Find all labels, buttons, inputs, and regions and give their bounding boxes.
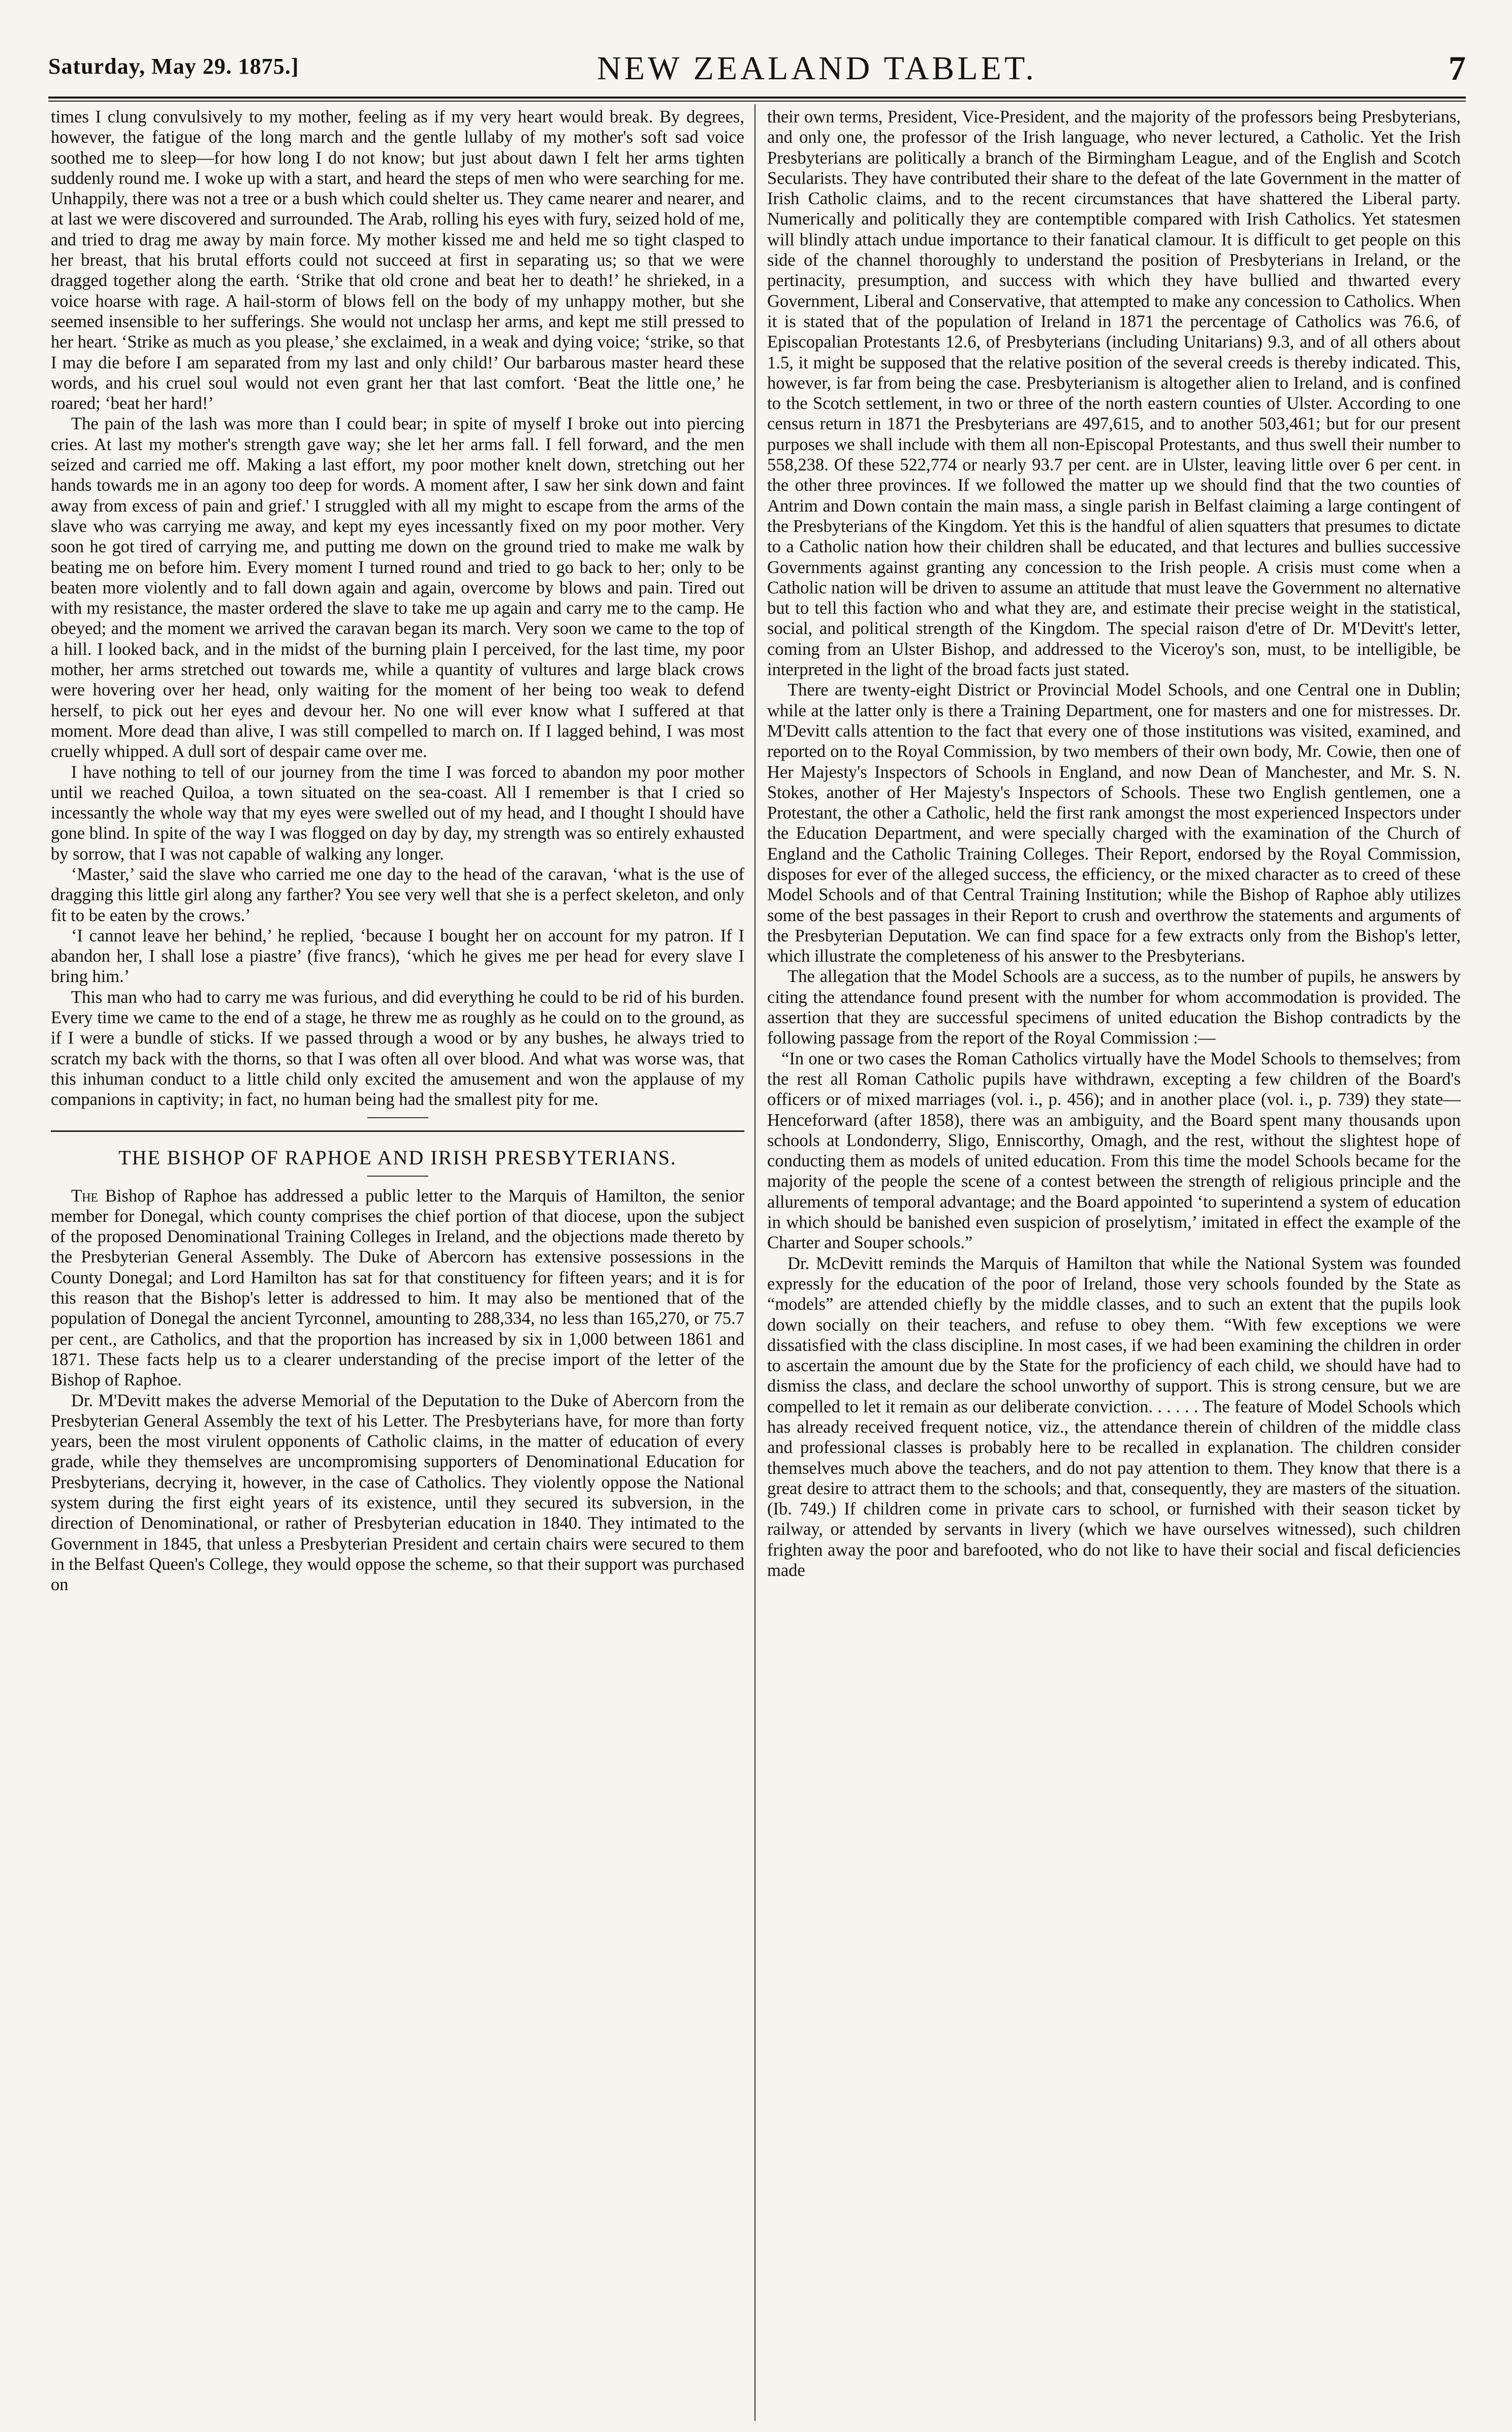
- article-paragraph: their own terms, President, Vice-President, and the majority of the professors being Presbyterians, and only one, the professor of the Irish language, who never lectured, a Catholic. Yet the Irish Presbyterians are politically a branch of the Birmingham League, and of the English and Scotch Secularists. They have contributed their share to the defeat of the late Government in the matter of Irish Catholic claims, and to the recent circumstances that have shattered the Liberal party. Numerically and politically they are contemptible compared with Irish Catholics. Yet statesmen will blindly attach undue importance to their fanatical clamour. It is difficult to get people on this side of the channel thoroughly to understand the position of Presbyterians in Ireland, or the pertinacity, presumption, and success with which they have bullied and thwarted every Government, Liberal and Conservative, that attempted to make any concession to Catholics. When it is stated that of the population of Ireland in 1871 the percentage of Catholics was 76.6, of Episcopalian Protestants 12.6, of Presbyterians (including Unitarians) 9.3, and of all others about 1.5, it might be supposed that the relative position of the several creeds is thereby indicated. This, however, is far from being the case. Presbyterianism is altogether alien to Ireland, and is confined to the Scotch settlement, in two or three of the north eastern counties of Ulster. According to one census return in 1871 the Presbyterians are 497,615, and to another 503,461; but for our present purposes we shall include with them all non-Episcopal Protestants, and thus swell their number to 558,238. Of these 522,774 or nearly 93.7 per cent. are in Ulster, leaving little over 6 per cent. in the other three provinces. If we followed the matter up we should find that the two counties of Antrim and Down contain the main mass, a single parish in Belfast claiming a large contingent of the Presbyterians of the Kingdom. Yet this is the handful of alien squatters that presumes to dictate to a Catholic nation how their children shall be educated, and that lectures and bullies successive Governments against granting any concession to the Irish people. A crisis must come when a Catholic nation will be driven to assume an attitude that must leave the Government no alternative but to tell this faction who and what they are, and estimate their precise weight in the statistical, social, and political strength of the Kingdom. The special raison d'etre of Dr. M'Devitt's letter, coming from an Ulster Bishop, and addressed to the Viceroy's son, must, to be intelligible, be interpreted in the light of the broad facts just stated.: [767, 107, 1461, 680]
- masthead: [48, 48, 1466, 92]
- article-paragraph: Dr. McDevitt reminds the Marquis of Hamilton that while the National System was founded expressly for the education of the poor of Ireland, those very schools founded by the State as “models” are attended chiefly by the middle classes, and to such an extent that the pupils look down socially on their teachers, and refuse to obey them. “With few exceptions we were dissatisfied with the class discipline. In most cases, if we had been examining the children in order to ascertain the amount due by the State for the proficiency of each child, we should have had to dismiss the class, and declare the school unworthy of support. This is strong censure, but we are compelled to let it remain as our deliberate conviction. . . . . . The feature of Model Schools which has already received frequent notice, viz., the attendance therein of children of the middle class and professional classes is probably here to be recalled in explanation. The children consider themselves much above the teachers, and do not pay attention to them. They know that there is a great desire to attract them to the schools; and that, consequently, they are masters of the situation. (Ib. 749.) If children come in private cars to school, or furnished with their season ticket by railway, or attended by servants in livery (which we have ourselves witnessed), such children frighten away the poor and barefooted, who do not like to have their social and fiscal deficiencies made: [767, 1253, 1461, 1581]
- story-paragraph: ‘Master,’ said the slave who carried me one day to the head of the caravan, ‘what is the use of dragging this little girl along any farther? You see very well that she is a perfect skeleton, and only fit to be eaten by the crows.’: [51, 864, 744, 925]
- heading-rule: [367, 1176, 428, 1177]
- story-end-rule: [367, 1117, 428, 1118]
- story-paragraph: times I clung convulsively to my mother, feeling as if my very heart would break. By degrees, however, the fatigue of the long march and the gentle lullaby of my mother's soft sad voice soothed me to sleep—for how long I do not know; but just about dawn I felt her arms tighten suddenly round me. I woke up with a start, and heard the steps of men who were searching for me. Unhappily, there was not a tree or a bush which could shelter us. They came nearer and nearer, and at last we were discovered and surrounded. The Arab, rolling his eyes with fury, seized hold of me, and tried to drag me away by main force. My mother kissed me and held me so tight clasped to her breast, that his brutal efforts could not succeed at first in separating us; so that we were dragged together along the earth. ‘Strike that old crone and beat her to death!’ he shrieked, in a voice hoarse with rage. A hail-storm of blows fell on the body of my unhappy mother, but she seemed insensible to her sufferings. She would not unclasp her arms, and kept me still pressed to her heart. ‘Strike as much as you please,’ she exclaimed, in a weak and dying voice; ‘strike, so that I may die before I am separated from my last and only child!’ Our barbarous master heard these words, and his cruel soul would not even grant her that last comfort. ‘Beat the little one,’ he roared; ‘beat her hard!’: [51, 107, 744, 414]
- section-rule: [51, 1130, 744, 1132]
- article-paragraph: There are twenty-eight District or Provincial Model Schools, and one Central one in Dublin; while at the latter only is there a Training Department, one for masters and one for mistresses. Dr. M'Devitt calls attention to the fact that every one of those institutions was visited, examined, and reported on to the Royal Commission, by two members of their own body, Mr. Cowie, then one of Her Majesty's Inspectors of Schools in England, and now Dean of Manchester, and Mr. S. N. Stokes, another of Her Majesty's Inspectors of Schools. These two English gentlemen, one a Protestant, the other a Catholic, held the first rank amongst the most experienced Inspectors under the Education Department, and were specially charged with the examination of the Church of England and the Catholic Training Colleges. Their Report, endorsed by the Royal Commission, disposes for ever of the alleged success, the efficiency, or the mixed character as to creed of these Model Schools and of that Central Training Institution; while the Bishop of Raphoe ably utilizes some of the best passages in their Report to crush and overthrow the statements and arguments of the Presbyterian Deputation. We can find space for a few extracts only from the Bishop's letter, which illustrate the completeness of his answer to the Presbyterians.: [767, 680, 1461, 966]
- column-divider: [754, 104, 755, 2421]
- page-number: 7: [1448, 49, 1466, 87]
- left-column: [51, 107, 744, 1595]
- article-paragraph: The allegation that the Model Schools are a success, as to the number of pupils, he answers by citing the attendance found present with the number for whom accommodation is provided. The assertion that they are successful specimens of united education the Bishop contradicts by the following passage from the report of the Royal Commission :—: [767, 967, 1461, 1048]
- commission-quote: “In one or two cases the Roman Catholics virtually have the Model Schools to themselves; from the rest all Roman Catholic pupils have withdrawn, excepting a few children of the Board's officers or of mixed marriages (vol. i., p. 456); and in another place (vol. i., p. 739) they state—Henceforward (after 1858), there was an ambiguity, and the Board spent many thousands upon schools at Londonderry, Sligo, Enniscorthy, Omagh, and the rest, without the slightest hope of conducting them as models of united education. From this time the model Schools became for the majority of the people the scene of a contest between the strength of religious principle and the allurements of temporal advantage; and the Board appointed ‘to superintend a system of education in which should be banished even suspicion of proselytism,’ imitated in effect the example of the Charter and Souper schools.”: [767, 1049, 1461, 1253]
- article-first-paragraph-text: Bishop of Raphoe has addressed a public letter to the Marquis of Hamilton, the senior member for Donegal, which county comprises the chief portion of that diocese, upon the subject of the proposed Denominational Training Colleges in Ireland, and the objections made thereto by the Presbyterian General Assembly. The Duke of Abercorn has extensive possessions in the County Donegal; and Lord Hamilton has sat for that constituency for fifteen years; and it is for this reason that the Bishop's letter is addressed to him. It may also be mentioned that of the population of Donegal the ancient Tyrconnel, amounting to 288,334, no less than 165,270, or 75.7 per cent., are Catholics, and that the proportion has increased by six in 1,000 between 1861 and 1871. These facts help us to a clearer understanding of the precise import of the letter of the Bishop of Raphoe.: [51, 1186, 745, 1390]
- masthead-rule: [48, 97, 1466, 99]
- article-paragraph: [51, 1186, 744, 1391]
- article-heading: THE BISHOP OF RAPHOE AND IRISH PRESBYTERIANS.: [118, 1146, 677, 1169]
- story-paragraph: I have nothing to tell of our journey from the time I was forced to abandon my poor mother until we reached Quiloa, a town situated on the sea-coast. All I remember is that I cried so incessantly the whole way that my eyes were swelled out of my head, and I thought I should have gone blind. In spite of the way I was flogged on day by day, my strength was so entirely exhausted by sorrow, that I was not capable of walking any longer.: [51, 762, 744, 864]
- story-paragraph: This man who had to carry me was furious, and did everything he could to be rid of his burden. Every time we came to the end of a stage, he threw me as roughly as he could on to the ground, as if I were a bundle of sticks. If we passed through a wood or by any bushes, he always tried to scratch my back with the thorns, so that I was often all over blood. And what was worse was, that this inhuman conduct to a little child only excited the amusement and won the applause of my companions in captivity; in fact, no human being had the smallest pity for me.: [51, 987, 744, 1110]
- masthead-rule-thin: [48, 101, 1466, 102]
- newspaper-title: NEW ZEALAND TABLET.: [597, 50, 1037, 87]
- article-first-word: The: [71, 1186, 99, 1206]
- issue-date: Saturday, May 29. 1875.]: [48, 54, 299, 79]
- article-paragraph: Dr. M'Devitt makes the adverse Memorial of the Deputation to the Duke of Abercorn from the Presbyterian General Assembly the text of his Letter. The Presbyterians have, for more than forty years, been the most virulent opponents of Catholic claims, in the matter of education of every grade, while they themselves are uncompromising supporters of Denominational Education for Presbyterians, decrying it, however, in the case of Catholics. They violently oppose the National system during the first eight years of its existence, until they secured its subversion, in the direction of Denominational, or rather of Presbyterian education in 1840. They intimated to the Government in 1845, that unless a Presbyterian President and certain chairs were secured to them in the Belfast Queen's College, they would oppose the scheme, so that their support was purchased on: [51, 1391, 744, 1595]
- story-paragraph: The pain of the lash was more than I could bear; in spite of myself I broke out into piercing cries. At last my mother's strength gave way; she let her arms fall. I fell forward, and the men seized and carried me off. Making a last effort, my poor mother knelt down, stretching out her hands towards me in an agony too deep for words. A moment after, I saw her sink down and faint away from excess of pain and grief.' I struggled with all my might to escape from the arms of the slave who was carrying me away, and kept my eyes incessantly fixed on my poor mother. Very soon he got tired of carrying me, and putting me down on the ground tried to make me walk by beating me on before him. Every moment I turned round and tried to go back to her; only to be beaten more violently and to fall down again and again, overcome by blows and pain. Tired out with my resistance, the master ordered the slave to take me up again and carry me to the camp. He obeyed; and the moment we arrived the caravan began its march. Very soon we came to the top of a hill. I looked back, and in the midst of the burning plain I perceived, for the last time, my poor mother, her arms stretched out towards me, while a quantity of vultures and large black crows were hovering over her head, only waiting for the moment of her being too weak to defend herself, to pick out her eyes and devour her. No one will ever know what I suffered at that moment. More dead than alive, I was still compelled to march on. If I lagged behind, I was most cruelly whipped. A dull sort of despair came over me.: [51, 414, 744, 762]
- story-paragraph: ‘I cannot leave her behind,’ he replied, ‘because I bought her on account for my patron. If I abandon her, I shall lose a piastre’ (five francs), ‘which he gives me per head for every slave I bring him.’: [51, 926, 744, 987]
- right-column: [767, 107, 1461, 1581]
